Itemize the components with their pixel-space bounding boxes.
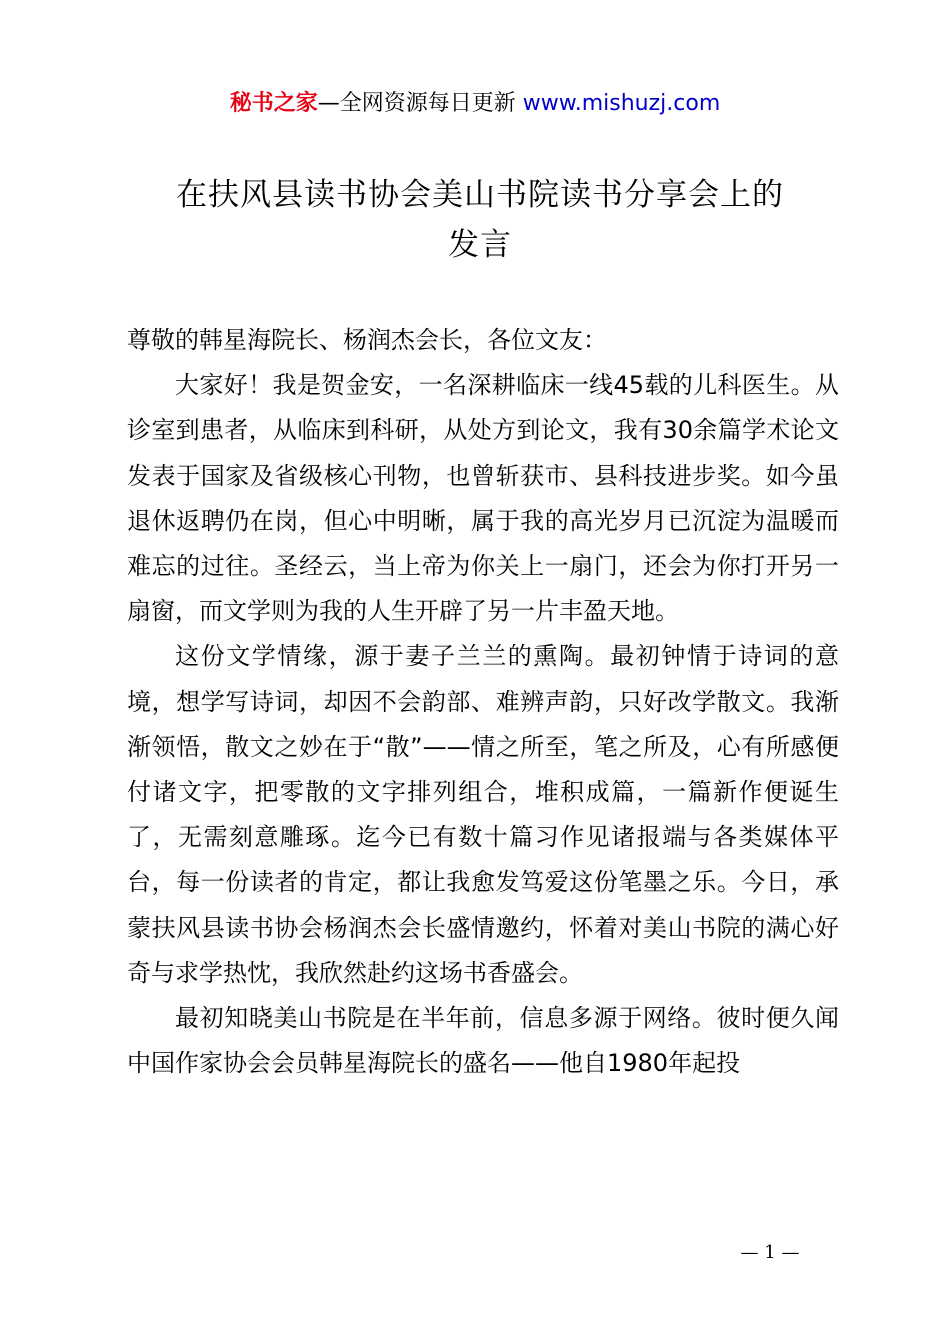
site-url-link[interactable]: www.mishuzj.com: [522, 91, 721, 116]
site-banner: [0, 86, 950, 122]
site-slogan: —全网资源每日更新: [317, 91, 516, 116]
title-line-2: 发言: [448, 227, 512, 263]
page-number: — 1 —: [740, 1242, 800, 1263]
brand-name: 秘书之家: [229, 91, 318, 116]
paragraph-3: 最初知晓美山书院是在半年前，信息多源于网络。彼时便久闻中国作家协会会员韩星海院长的盛名——他自1980年起投: [127, 1004, 839, 1078]
paragraph-1: 大家好！我是贺金安，一名深耕临床一线45载的儿科医生。从诊室到患者，从临床到科研，从处方到论文，我有30余篇学术论文发表于国家及省级核心刊物，也曾斩获市、县科技进步奖。如今虽退休返聘仍在岗，但心中明晰，属于我的高光岁月已沉淀为温暖而难忘的过往。圣经云，当上帝为你关上一扇门，还会为你打开另一扇窗，而文学则为我的人生开辟了另一片丰盈天地。: [127, 371, 839, 626]
title-line-1: 在扶风县读书协会美山书院读书分享会上的: [176, 177, 784, 213]
document-body: [127, 318, 839, 1086]
salutation: 尊敬的韩星海院长、杨润杰会长，各位文友：: [127, 326, 607, 354]
paragraph-2: 这份文学情缘，源于妻子兰兰的熏陶。最初钟情于诗词的意境，想学写诗词，却因不会韵部、难辨声韵，只好改学散文。我渐渐领悟，散文之妙在于“散”——情之所至，笔之所及，心有所感便付诸文字，把零散的文字排列组合，堆积成篇，一篇新作便诞生了，无需刻意雕琢。迄今已有数十篇习作见诸报端与各类媒体平台，每一份读者的肯定，都让我愈发笃爱这份笔墨之乐。今日，承蒙扶风县读书协会杨润杰会长盛情邀约，怀着对美山书院的满心好奇与求学热忱，我欣然赴约这场书香盛会。: [127, 642, 839, 987]
document-title: [100, 170, 860, 270]
